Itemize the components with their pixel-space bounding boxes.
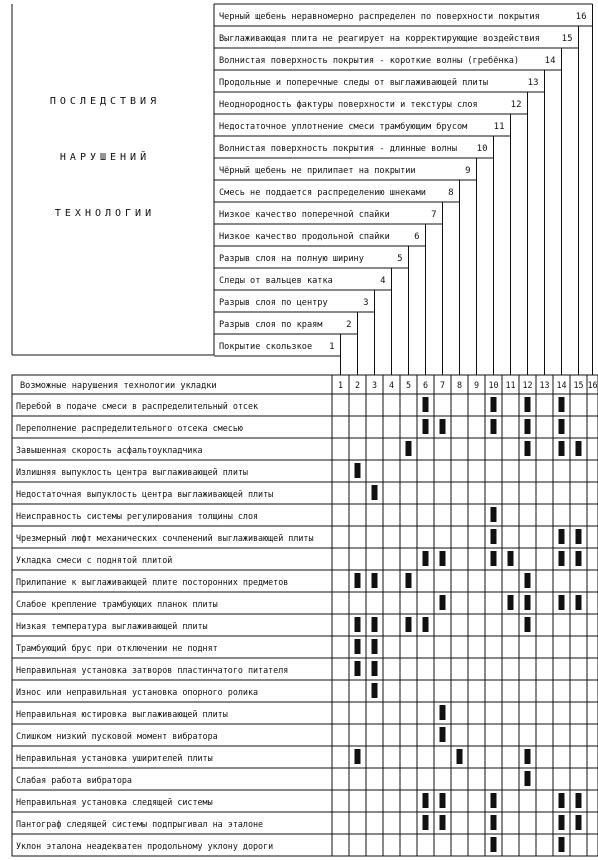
consequence-number-7: 7: [431, 210, 437, 220]
mark-row-6-col-10: [491, 507, 497, 522]
column-number-5: 5: [405, 380, 412, 390]
consequence-label-11: Недостаточное уплотнение смеси трамбующим брусом: [219, 122, 468, 132]
column-number-3: 3: [371, 380, 378, 390]
mark-row-9-col-12: [525, 573, 531, 588]
mark-row-9-col-2: [355, 573, 361, 588]
mark-row-11-col-3: [372, 617, 378, 632]
column-number-7: 7: [439, 380, 446, 390]
mark-row-19-col-14: [559, 793, 565, 808]
mark-row-11-col-5: [406, 617, 412, 632]
mark-row-14-col-3: [372, 683, 378, 698]
mark-row-7-col-14: [559, 529, 565, 544]
mark-row-2-col-14: [559, 419, 565, 434]
table-row-label: Прилипание к выглаживающей плите посторонних предметов: [16, 577, 289, 587]
mark-row-13-col-2: [355, 661, 361, 676]
table-row-label: Слабая работа вибратора: [16, 775, 132, 785]
mark-row-15-col-7: [440, 705, 446, 720]
mark-row-3-col-12: [525, 441, 531, 456]
consequence-number-8: 8: [448, 188, 454, 198]
consequence-number-15: 15: [561, 34, 573, 44]
column-number-6: 6: [422, 380, 429, 390]
title-line-1: ПОСЛЕДСТВИЯ: [49, 96, 161, 107]
consequence-number-13: 13: [527, 78, 539, 88]
mark-row-5-col-3: [372, 485, 378, 500]
column-number-11: 11: [505, 380, 516, 390]
mark-row-10-col-11: [508, 595, 514, 610]
table-row-label: Неправильная юстировка выглаживающей плиты: [16, 709, 228, 719]
mark-row-19-col-7: [440, 793, 446, 808]
mark-row-20-col-7: [440, 815, 446, 830]
mark-row-11-col-6: [423, 617, 429, 632]
mark-row-7-col-15: [576, 529, 582, 544]
column-number-15: 15: [573, 380, 584, 390]
mark-row-17-col-8: [457, 749, 463, 764]
mark-row-4-col-2: [355, 463, 361, 478]
table-row-label: Укладка смеси с поднятой плитой: [16, 555, 173, 565]
mark-row-10-col-14: [559, 595, 565, 610]
mark-row-19-col-6: [423, 793, 429, 808]
table-row-label: Низкая температура выглаживающей плиты: [16, 621, 208, 631]
column-number-13: 13: [539, 380, 550, 390]
mark-row-1-col-14: [559, 397, 565, 412]
mark-row-9-col-3: [372, 573, 378, 588]
mark-row-10-col-12: [525, 595, 531, 610]
mark-row-7-col-10: [491, 529, 497, 544]
mark-row-17-col-2: [355, 749, 361, 764]
consequence-number-1: 1: [329, 342, 335, 352]
consequence-label-4: Следы от вальцев катка: [219, 276, 333, 286]
table-row-label: Слабое крепление трамбующих планок плиты: [16, 599, 218, 609]
column-number-16: 16: [587, 380, 598, 390]
mark-row-11-col-12: [525, 617, 531, 632]
consequence-label-5: Разрыв слоя на полную ширину: [219, 254, 364, 264]
column-number-1: 1: [337, 380, 344, 390]
mark-row-3-col-14: [559, 441, 565, 456]
consequence-label-6: Низкое качество продольной спайки: [219, 232, 390, 242]
table-row-label: Недостаточная выпуклость центра выглаживающей плиты: [16, 489, 274, 499]
mark-row-1-col-10: [491, 397, 497, 412]
consequence-label-9: Чёрный щебень не прилипает на покрытии: [219, 166, 416, 176]
mark-row-17-col-12: [525, 749, 531, 764]
title-line-2: НАРУШЕНИЙ: [59, 152, 151, 163]
mark-row-18-col-12: [525, 771, 531, 786]
violation-table: [12, 375, 598, 856]
consequence-number-9: 9: [465, 166, 471, 176]
consequence-label-10: Волнистая поверхность покрытия - длинные волны: [219, 144, 457, 154]
consequence-label-14: Волнистая поверхность покрытия - короткие волны (гребёнка): [219, 56, 520, 66]
table-row-label: Пантограф следящей системы подпрыгивал на эталоне: [16, 819, 264, 829]
mark-row-3-col-15: [576, 441, 582, 456]
consequence-label-16: Черный щебень неравномерно распределен по поверхности покрытия: [219, 12, 540, 22]
table-row-label: Излишняя выпуклость центра выглаживающей плиты: [16, 467, 248, 477]
column-number-4: 4: [388, 380, 395, 390]
table-row-label: Перебой в подаче смеси в распределительный отсек: [16, 401, 259, 411]
consequence-number-2: 2: [346, 320, 352, 330]
table-row-label: Износ или неправильная установка опорного ролика: [16, 687, 259, 697]
mark-row-2-col-12: [525, 419, 531, 434]
mark-row-8-col-14: [559, 551, 565, 566]
consequence-label-1: Покрытие скользкое: [219, 342, 313, 352]
table-row-label: Трамбующий брус при отключении не поднят: [16, 643, 218, 653]
mark-row-10-col-7: [440, 595, 446, 610]
consequence-list: [219, 11, 587, 352]
mark-row-21-col-14: [559, 837, 565, 852]
table-row-label: Завышенная скорость асфальтоукладчика: [16, 445, 203, 455]
mark-row-20-col-15: [576, 815, 582, 830]
consequence-number-14: 14: [544, 56, 556, 66]
column-number-10: 10: [488, 380, 499, 390]
mark-row-8-col-11: [508, 551, 514, 566]
mark-row-10-col-15: [576, 595, 582, 610]
consequence-label-12: Неоднородность фактуры поверхности и текстуры слоя: [219, 100, 478, 110]
mark-row-21-col-10: [491, 837, 497, 852]
mark-row-13-col-3: [372, 661, 378, 676]
consequence-number-3: 3: [363, 298, 369, 308]
mark-row-2-col-10: [491, 419, 497, 434]
title-block: [50, 96, 160, 219]
consequence-number-10: 10: [476, 144, 488, 154]
mark-row-2-col-7: [440, 419, 446, 434]
table-row-label: Слишком низкий пусковой момент вибратора: [16, 731, 218, 741]
column-number-12: 12: [522, 380, 533, 390]
mark-row-16-col-7: [440, 727, 446, 742]
consequence-label-8: Смесь не поддается распределению шнеками: [219, 188, 426, 198]
table-header-label: Возможные нарушения технологии укладки: [20, 381, 217, 391]
column-number-9: 9: [473, 380, 480, 390]
mark-row-2-col-6: [423, 419, 429, 434]
column-number-8: 8: [456, 380, 463, 390]
mark-row-12-col-2: [355, 639, 361, 654]
mark-row-8-col-7: [440, 551, 446, 566]
mark-row-20-col-14: [559, 815, 565, 830]
table-row-label: Переполнение распределительного отсека смесью: [16, 423, 243, 433]
mark-row-20-col-10: [491, 815, 497, 830]
mark-row-8-col-6: [423, 551, 429, 566]
table-row-label: Неправильная установка следящей системы: [16, 797, 213, 807]
consequence-number-5: 5: [397, 254, 403, 264]
mark-row-3-col-5: [406, 441, 412, 456]
mark-row-8-col-10: [491, 551, 497, 566]
consequence-number-16: 16: [575, 12, 587, 22]
mark-row-19-col-15: [576, 793, 582, 808]
consequence-number-4: 4: [380, 276, 386, 286]
table-row-label: Неисправность системы регулирования толщины слоя: [16, 511, 259, 521]
table-row-label: Неправильная установка затворов пластинчатого питателя: [16, 665, 289, 675]
mark-row-19-col-10: [491, 793, 497, 808]
mark-row-11-col-2: [355, 617, 361, 632]
consequence-label-2: Разрыв слоя по краям: [219, 320, 323, 330]
column-number-14: 14: [556, 380, 567, 390]
consequence-label-13: Продольные и поперечные следы от выглаживающей плиты: [219, 78, 489, 88]
mark-row-9-col-5: [406, 573, 412, 588]
mark-row-8-col-15: [576, 551, 582, 566]
title-line-3: ТЕХНОЛОГИИ: [54, 208, 156, 219]
mark-row-12-col-3: [372, 639, 378, 654]
table-row-label: Уклон эталона неадекватен продольному уклону дороги: [16, 841, 274, 851]
table-row-label: Чрезмерный люфт механических сочленений выглаживающей плиты: [16, 533, 314, 543]
consequence-label-3: Разрыв слоя по центру: [219, 298, 328, 308]
column-number-2: 2: [354, 380, 361, 390]
table-row-label: Неправильная установка уширителей плиты: [16, 753, 213, 763]
consequence-label-15: Выглаживающая плита не реагирует на корректирующие воздействия: [219, 34, 540, 44]
consequence-number-12: 12: [510, 100, 522, 110]
mark-row-1-col-6: [423, 397, 429, 412]
mark-row-20-col-6: [423, 815, 429, 830]
consequence-number-11: 11: [493, 122, 505, 132]
consequence-number-6: 6: [414, 232, 420, 242]
mark-row-1-col-12: [525, 397, 531, 412]
consequence-label-7: Низкое качество поперечной спайки: [219, 210, 390, 220]
